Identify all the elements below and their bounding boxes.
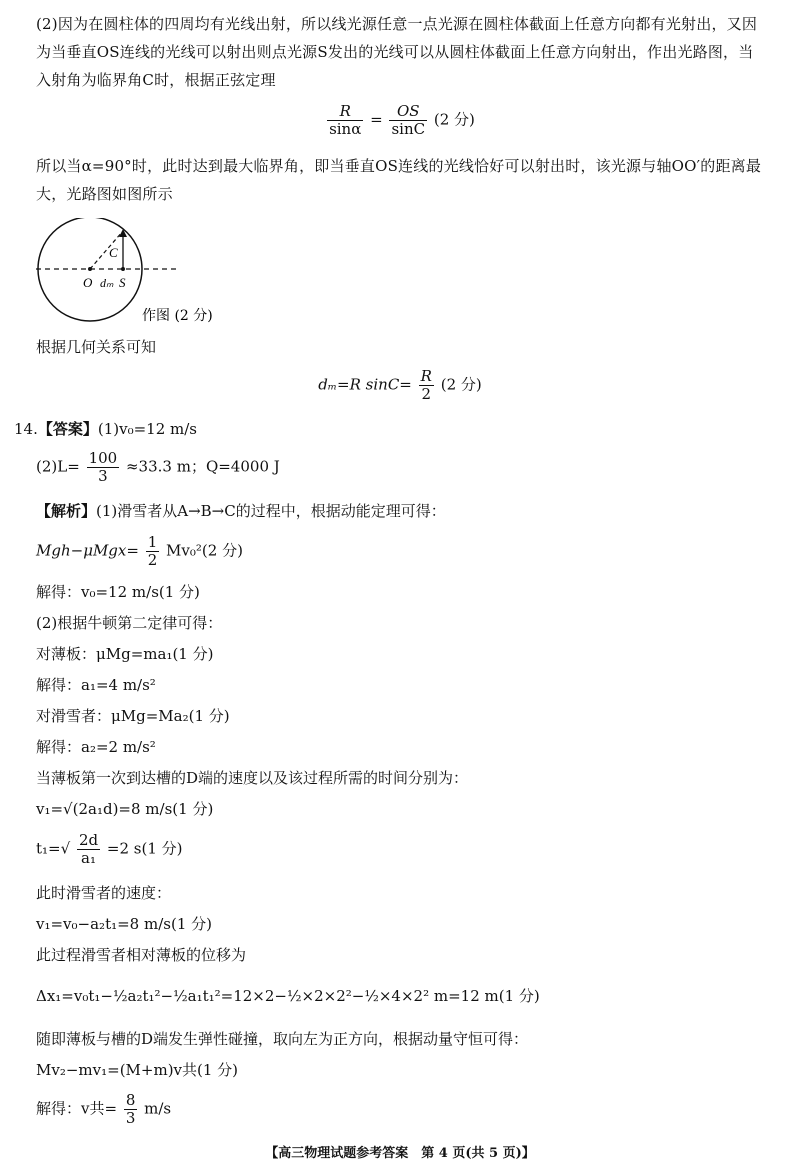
paragraph-max-critical-angle: 所以当α=90°时，此时达到最大临界角，即当垂直OS连线的光线恰好可以射出时，该光源与轴OO′的距离最大，光路图如图所示 <box>36 157 762 203</box>
q14-analysis-heading: 【解析】(1)滑雪者从A→B→C的过程中，根据动能定理可得： <box>36 502 446 520</box>
paragraph-optics-intro: (2)因为在圆柱体的四周均有光线出射，所以线光源任意一点光源在圆柱体截面上任意方向都有光射出，又因为当垂直OS连线的光线可以射出则点光源S发出的光线可以从圆柱体截面上任意方向射出，作出光路图，当入射角为临界角C时，根据正弦定理 <box>36 15 758 89</box>
line-common-velocity: 解得：v共= $\frac{8}{3}$ m/s <box>36 1091 172 1127</box>
label-c: C <box>109 245 118 260</box>
line-skier-force: 对滑雪者：μMg=Ma₂(1 分) <box>36 707 230 725</box>
geometry-relation-text: 根据几何关系可知 <box>36 338 157 356</box>
diagram-caption: 作图 (2 分) <box>142 308 213 324</box>
light-path-diagram <box>30 218 270 333</box>
equation-dm: dₘ=R sinC= $\frac{R}{2}$ (2 分) <box>318 367 482 403</box>
line-displacement-heading: 此过程滑雪者相对薄板的位移为 <box>36 946 247 964</box>
q14-answer-2: (2)L= $\frac{100}{3}$ ≈33.3 m；Q=4000 J <box>36 449 280 485</box>
line-plate-force: 对薄板：μMg=ma₁(1 分) <box>36 645 214 663</box>
line-solve-a1: 解得：a₁=4 m/s² <box>36 676 156 694</box>
line-plate-reach-d: 当薄板第一次到达槽的D端的速度以及该过程所需的时间分别为： <box>36 769 469 787</box>
line-newton-law: (2)根据牛顿第二定律可得： <box>36 614 223 632</box>
line-relative-displacement: Δx₁=v₀t₁−½a₂t₁²−½a₁t₁²=12×2−½×2×2²−½×4×2² m=12 m(1 分) <box>36 987 540 1005</box>
line-solve-v0: 解得：v₀=12 m/s(1 分) <box>36 583 200 601</box>
page-footer: 【高三物理试题参考答案 第 4 页(共 5 页)】 <box>265 1146 535 1161</box>
point-s <box>121 267 125 271</box>
line-momentum: Mv₂−mv₁=(M+m)v共(1 分) <box>36 1061 239 1079</box>
point-o <box>88 267 92 271</box>
label-s: S <box>119 275 126 290</box>
equation-work-energy: Mgh−μMgx= $\frac{1}{2}$ Mv₀²(2 分) <box>36 533 243 569</box>
q14-answer-line: 14.【答案】(1)v₀=12 m/s <box>14 420 198 438</box>
line-collision: 随即薄板与槽的D端发生弹性碰撞，取向左为正方向，根据动量守恒可得： <box>36 1030 529 1048</box>
line-t1: t₁=√ $\frac{2d}{\text{a₁}}$ =2 s(1 分) <box>36 831 183 867</box>
label-dm: dₘ <box>100 276 114 290</box>
line-skier-speed-heading: 此时滑雪者的速度： <box>36 884 172 902</box>
equation-sine-law: $\frac{R}{\sin\alpha}$ = $\frac{OS}{\sin C}$ (2 分) <box>329 102 475 138</box>
label-o: O <box>83 275 93 290</box>
radius-line <box>90 231 123 269</box>
line-skier-speed: v₁=v₀−a₂t₁=8 m/s(1 分) <box>36 915 212 933</box>
line-v1: v₁=√(2a₁d)=8 m/s(1 分) <box>36 800 214 818</box>
line-solve-a2: 解得：a₂=2 m/s² <box>36 738 156 756</box>
arrow-icon <box>119 229 127 237</box>
